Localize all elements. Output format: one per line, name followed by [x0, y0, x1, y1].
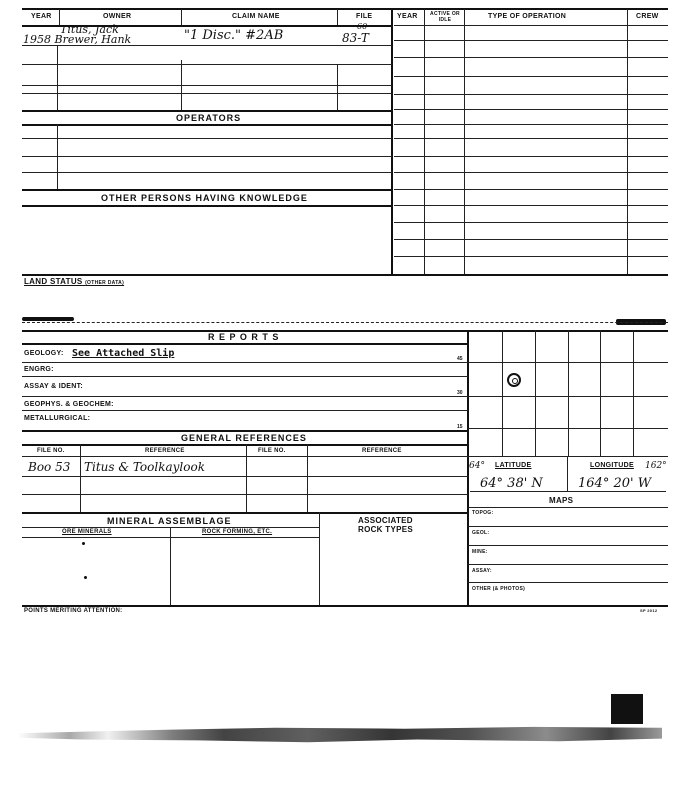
geophys-label: GEOPHYS. & GEOCHEM: [24, 401, 114, 408]
location-marker [507, 373, 521, 387]
owner-handwritten-1: Titus, Jack [60, 23, 119, 36]
gen-ref-reference: REFERENCE [145, 448, 185, 454]
header-claim-name: CLAIM NAME [232, 13, 280, 20]
land-status-heading [24, 277, 124, 286]
header-year: YEAR [31, 13, 52, 20]
mineral-assemblage-heading: MINERAL ASSEMBLAGE [107, 516, 232, 526]
maps-topog: TOPOG: [472, 510, 494, 516]
latitude-value: 64° 38' N [480, 476, 543, 491]
maps-heading: MAPS [549, 496, 574, 505]
assay-ident-label: ASSAY & IDENT: [24, 383, 84, 390]
margin-45: 45 [457, 356, 463, 362]
longitude-value: 164° 20' W [578, 476, 652, 491]
header-type-of-operation: TYPE OF OPERATION [488, 13, 567, 20]
maps-geol: GEOL: [472, 530, 490, 536]
form-number: SP 2012 [640, 608, 658, 613]
general-references-heading: GENERAL REFERENCES [181, 433, 307, 443]
land-status-label: LAND STATUS [24, 277, 83, 286]
geology-value: See Attached Slip [72, 348, 175, 359]
associated-rock-types-2: ROCK TYPES [358, 525, 414, 534]
reports-heading: R E P O R T S [208, 332, 280, 342]
header-file: FILE [356, 13, 373, 20]
rock-forming-label: ROCK FORMING, ETC. [202, 529, 273, 535]
file-handwritten: 83-T [342, 31, 369, 45]
ore-bullet-1 [82, 542, 85, 545]
ore-minerals-label: ORE MINERALS [62, 529, 112, 535]
associated-rock-types-1: ASSOCIATED [358, 516, 413, 525]
lat-edge-degree: 64° [469, 461, 485, 471]
file-handwritten-top: 60 [357, 22, 368, 31]
latitude-label: LATITUDE [495, 462, 532, 469]
ore-bullet-2 [84, 576, 87, 579]
engrg-label: ENGRG: [24, 366, 54, 373]
geology-label: GEOLOGY: [24, 350, 64, 357]
gen-ref-reference-2: REFERENCE [362, 448, 402, 454]
scan-artifact-left [22, 317, 74, 321]
points-meriting-attention: POINTS MERITING ATTENTION: [24, 608, 123, 614]
margin-30: 30 [457, 390, 463, 396]
header-year-2: YEAR [397, 13, 418, 20]
scan-artifact-smear [18, 726, 662, 744]
gen-ref-row1-file: Boo 53 [28, 460, 71, 474]
gen-ref-file-no-2: FILE NO. [258, 448, 286, 454]
lon-edge-degree: 162° [645, 461, 667, 471]
maps-assay: ASSAY: [472, 568, 492, 574]
metallurgical-label: METALLURGICAL: [24, 415, 91, 422]
header-active-or-idle: ACTIVE OR IDLE [430, 11, 460, 23]
owner-handwritten-2: 1958 Brewer, Hank [23, 33, 132, 46]
operators-heading: OPERATORS [176, 113, 242, 123]
other-persons-heading: OTHER PERSONS HAVING KNOWLEDGE [101, 193, 308, 203]
gen-ref-row1-reference: Titus & Toolkaylook [84, 460, 205, 474]
header-crew: CREW [636, 13, 659, 20]
claim-handwritten: "1 Disc." #2AB [184, 28, 284, 43]
margin-15: 15 [457, 424, 463, 430]
land-status-sub: (OTHER DATA) [85, 280, 125, 286]
header-owner: OWNER [103, 13, 132, 20]
scan-artifact-block [611, 694, 643, 724]
maps-other: OTHER (& PHOTOS) [472, 586, 526, 592]
maps-mine: MINE: [472, 549, 488, 555]
gen-ref-file-no: FILE NO. [37, 448, 65, 454]
longitude-label: LONGITUDE [590, 462, 634, 469]
